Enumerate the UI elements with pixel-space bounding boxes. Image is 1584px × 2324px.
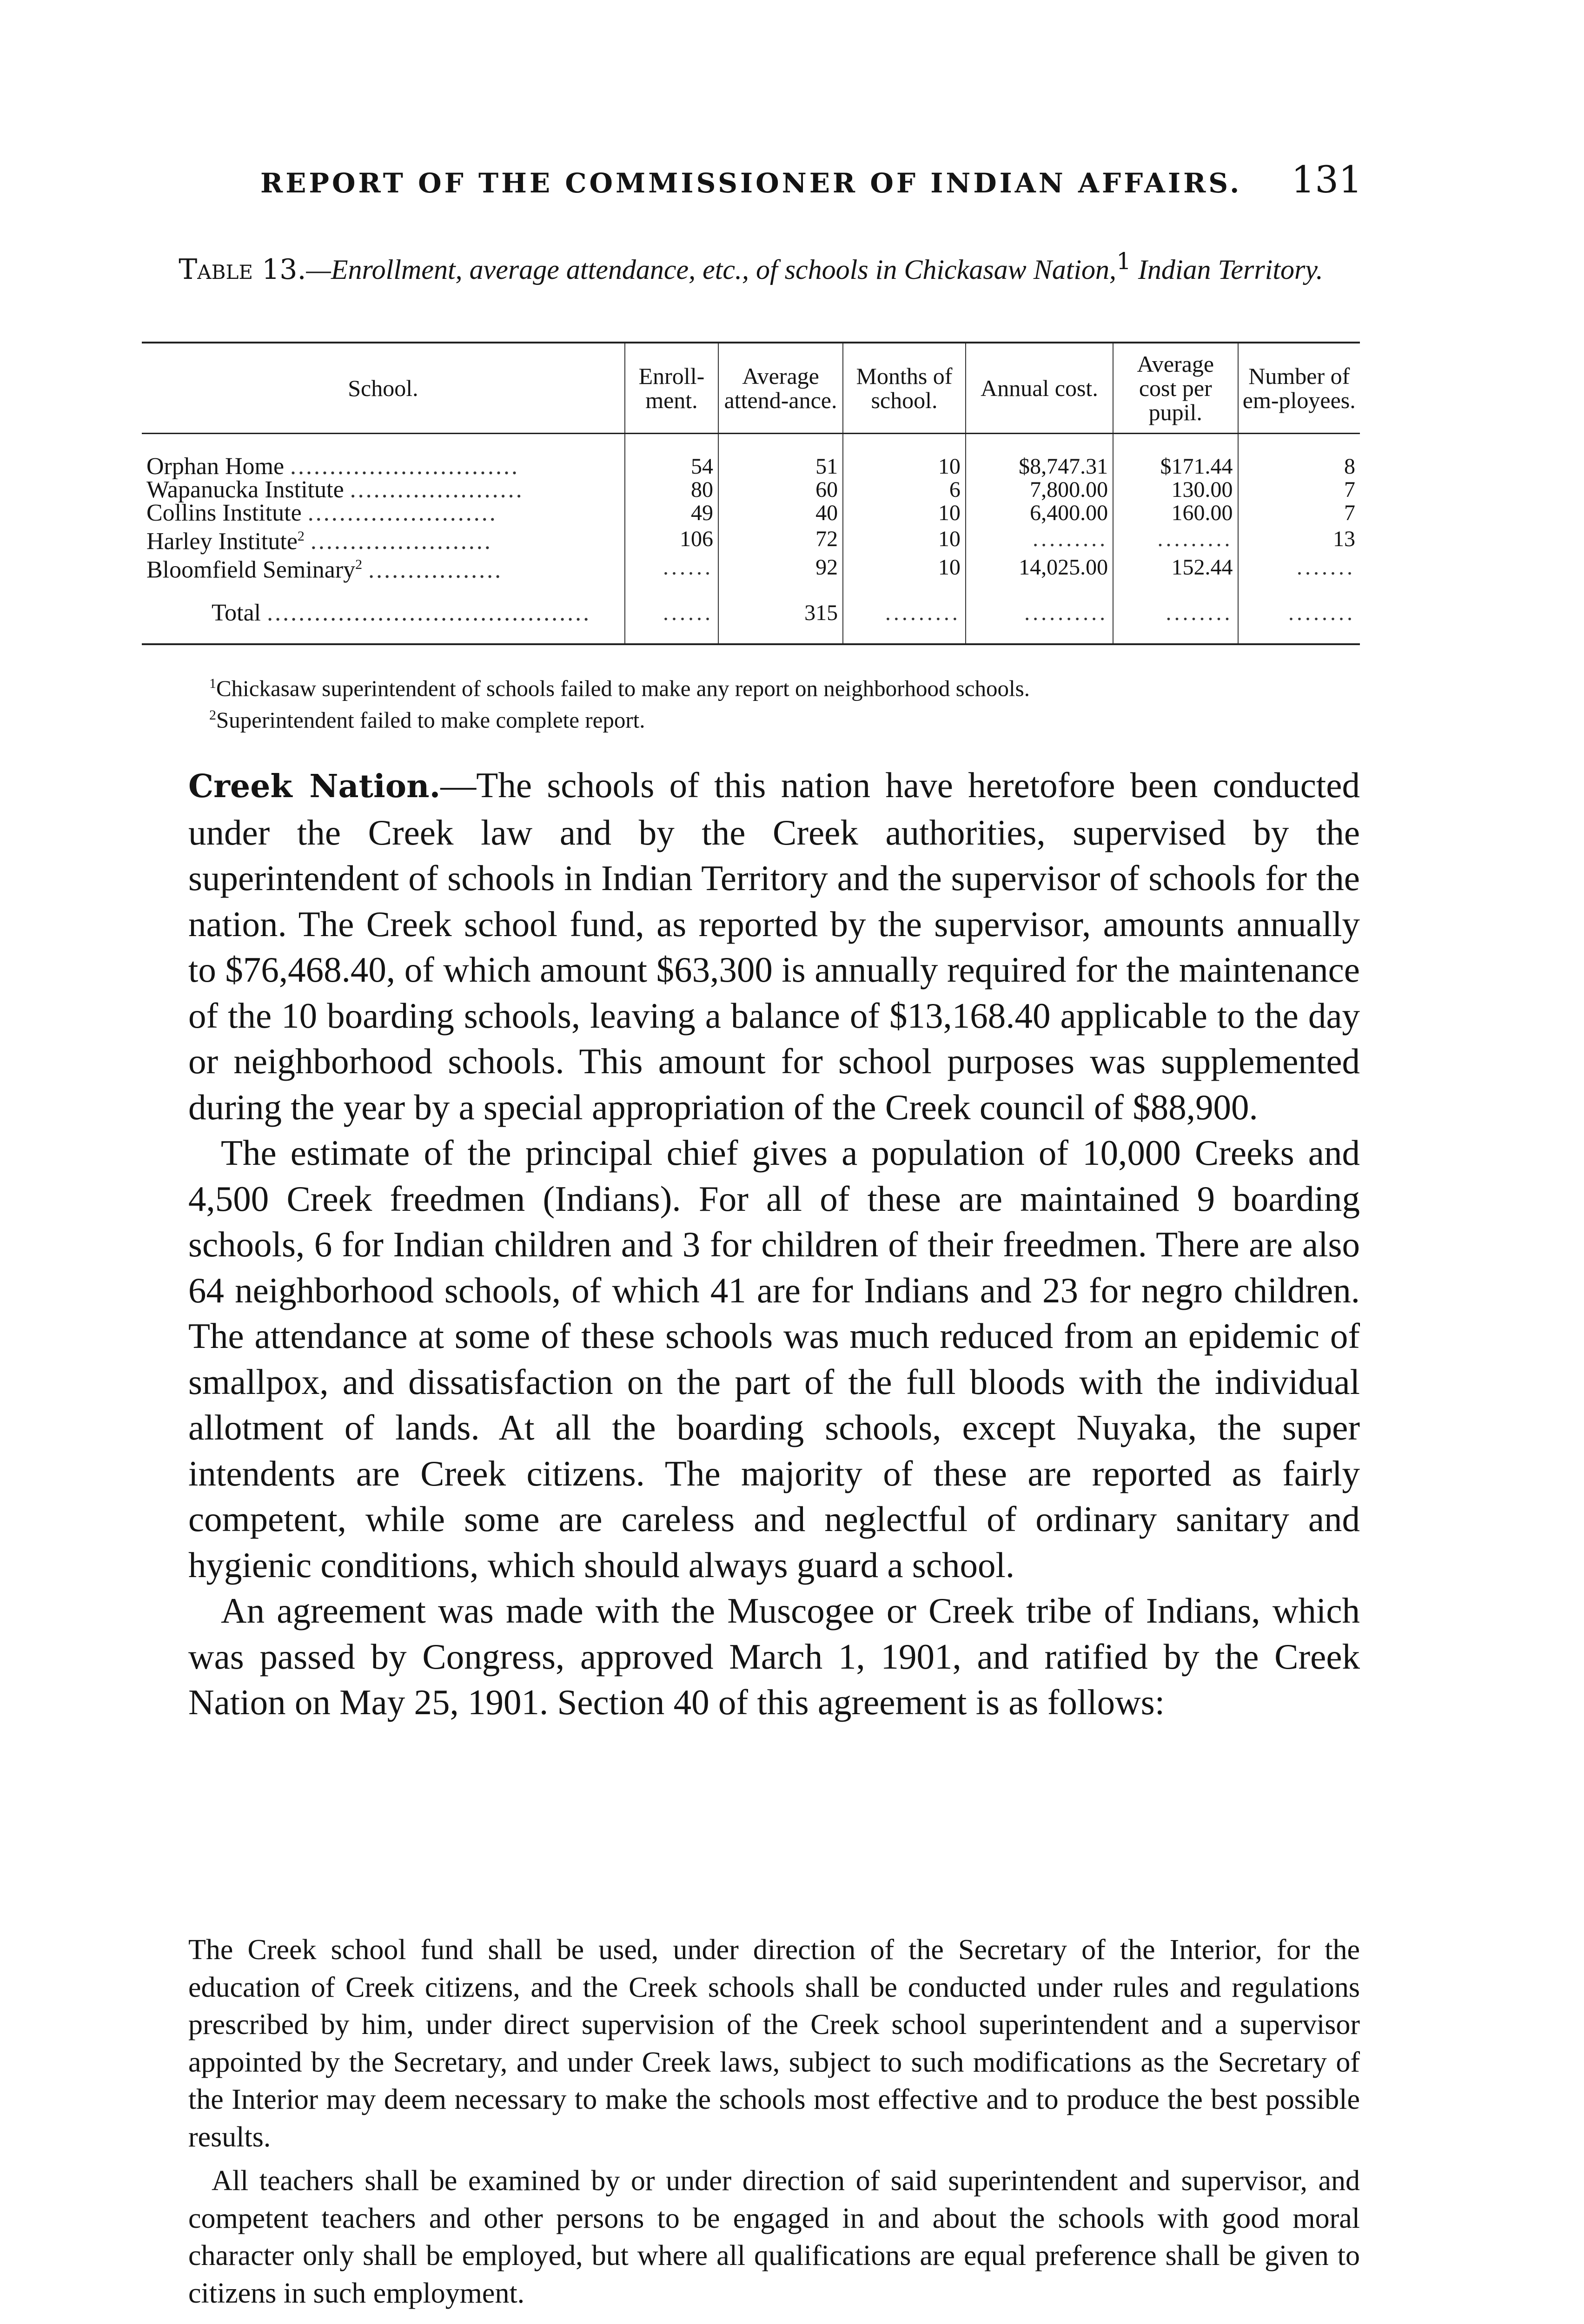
attendance-total-cell: 315 bbox=[718, 591, 843, 644]
months-cell: 10 bbox=[843, 434, 966, 479]
employees-cell: 13 bbox=[1238, 525, 1360, 553]
table-row bbox=[142, 478, 1360, 502]
school-name: Orphan Home bbox=[146, 453, 285, 480]
per-pupil-cell: ........ bbox=[1113, 591, 1238, 644]
months-cell: 10 bbox=[843, 553, 966, 591]
school-cell: Wapanucka Institute ...................... bbox=[146, 476, 524, 503]
col-header-school: School. bbox=[142, 343, 625, 434]
col-header-attendance: Average attend-ance. bbox=[718, 343, 843, 434]
page-header bbox=[139, 158, 1362, 201]
enrollment-cell: 106 bbox=[625, 525, 718, 553]
months-cell: 6 bbox=[843, 478, 966, 502]
months-cell: 10 bbox=[843, 525, 966, 553]
table-caption-text: —Enrollment, average attendance, etc., of schools in Chickasaw Nation, bbox=[306, 254, 1117, 285]
school-note: 2 bbox=[355, 557, 363, 573]
footnote-2: $^2$Superintendent failed to make complete report. bbox=[209, 707, 645, 733]
quote-paragraph-2: All teachers shall be examined by or under direction of said superintendent and supervisor, and competent teachers and other persons to be engaged in and about the schools with good moral character only shall be employed, but where all qualifications are equal preference shall be given to citizens in such employment. bbox=[188, 2165, 1360, 2309]
table-header-row bbox=[142, 343, 1360, 434]
school-cell: Orphan Home ............................. bbox=[146, 453, 520, 480]
paragraph-population: The estimate of the principal chief gives a population of 10,000 Creeks and 4,500 Creek freedmen (Indians). For all of these are maintained 9 boarding schools, 6 for Indian children and 3 for children of their freedmen. There are also 64 neighborhood schools, of which 41 are for Indians and 23 for negro children. The attendance at some of these schools was much reduced from an epidemic of smallpox, and dissatisfaction on the part of the full bloods with the individual allotment of lands. At all the boarding schools, except Nuyaka, the super intendents are Creek citizens. The majority of these are reported as fairly competent, while some are careless and neglectful of ordinary sanitary and hygienic conditions, which should always guard a school. bbox=[188, 1133, 1360, 1585]
table-caption-note-ref: 1 bbox=[1116, 248, 1131, 275]
running-title: REPORT OF THE COMMISSIONER OF INDIAN AFFAIRS. bbox=[260, 167, 1242, 199]
col-header-enrollment: Enroll-ment. bbox=[625, 343, 718, 434]
cost-cell: ......... bbox=[966, 525, 1113, 553]
table-row bbox=[142, 502, 1360, 525]
enrollment-cell: 80 bbox=[625, 478, 718, 502]
enrollment-cell: 49 bbox=[625, 502, 718, 525]
per-pupil-cell: 130.00 bbox=[1113, 478, 1238, 502]
enrollment-cell: ...... bbox=[625, 553, 718, 591]
col-header-employees: Number of em-ployees. bbox=[1238, 343, 1360, 434]
school-note: 2 bbox=[297, 528, 305, 544]
attendance-cell: 92 bbox=[718, 553, 843, 591]
total-label: Total bbox=[212, 599, 261, 626]
employees-cell: ....... bbox=[1238, 553, 1360, 591]
paragraph-creek-nation: Creek Nation.—The schools of this nation have heretofore been conducted under the Creek law and by the Creek authorities, supervised by the superintendent of schools in Indian Territory and the supervisor of schools for the nation. The Creek school fund, as reported by the supervisor, amounts annually to $76,468.40, of which amount $63,300 is annually required for the maintenance of the 10 boarding schools, leaving a balance of $13,168.40 applicable to the day or neighborhood schools. This amount for school purposes was supplemented during the year by a special appropriation of the Creek council of $88,900. bbox=[188, 765, 1360, 1127]
cost-cell: 7,800.00 bbox=[966, 478, 1113, 502]
table-footnotes bbox=[209, 670, 1348, 734]
school-cell: Harley Institute$^2$ ....................... bbox=[146, 528, 492, 555]
cost-cell: $8,747.31 bbox=[966, 434, 1113, 479]
table-row bbox=[142, 434, 1360, 479]
employees-cell: ........ bbox=[1238, 591, 1360, 644]
per-pupil-cell: $171.44 bbox=[1113, 434, 1238, 479]
per-pupil-cell: 160.00 bbox=[1113, 502, 1238, 525]
table-caption bbox=[139, 244, 1362, 287]
quote-paragraph-1: The Creek school fund shall be used, under direction of the Secretary of the Interior, for the education of Creek citizens, and the Creek schools shall be conducted under rules and regulations prescribed by him, under direct supervision of the Creek school superintendent and a supervisor appointed by the Secretary, and under Creek laws, subject to such modifications as the Secretary of the Interior may deem necessary to make the schools most effective and to produce the best possible results. bbox=[188, 1934, 1360, 2153]
per-pupil-cell: 152.44 bbox=[1113, 553, 1238, 591]
table-caption-text-end: Indian Territory. bbox=[1131, 254, 1323, 285]
attendance-cell: 60 bbox=[718, 478, 843, 502]
per-pupil-cell: ......... bbox=[1113, 525, 1238, 553]
col-header-months: Months of school. bbox=[843, 343, 966, 434]
attendance-cell: 51 bbox=[718, 434, 843, 479]
paragraph-lead-in: Creek Nation. bbox=[188, 768, 441, 805]
col-header-cost-per-pupil: Average cost per pupil. bbox=[1113, 343, 1238, 434]
attendance-cell: 40 bbox=[718, 502, 843, 525]
employees-cell: 7 bbox=[1238, 502, 1360, 525]
table-caption-lead: Table 13. bbox=[179, 253, 306, 286]
months-cell: ......... bbox=[843, 591, 966, 644]
employees-cell: 8 bbox=[1238, 434, 1360, 479]
months-cell: 10 bbox=[843, 502, 966, 525]
school-name: Collins Institute bbox=[146, 500, 302, 526]
cost-cell: 14,025.00 bbox=[966, 553, 1113, 591]
table-row bbox=[142, 525, 1360, 553]
school-name: Bloomfield Seminary bbox=[146, 556, 356, 583]
cost-cell: 6,400.00 bbox=[966, 502, 1113, 525]
school-name: Harley Institute bbox=[146, 528, 298, 555]
employees-cell: 7 bbox=[1238, 478, 1360, 502]
school-cell: Collins Institute ........................ bbox=[146, 500, 497, 526]
table-row bbox=[142, 553, 1360, 591]
agreement-quote bbox=[188, 1931, 1360, 2318]
page-number: 131 bbox=[1291, 158, 1362, 201]
enrollment-table bbox=[142, 342, 1360, 645]
total-label-cell: Total ......................................... bbox=[142, 591, 625, 644]
attendance-cell: 72 bbox=[718, 525, 843, 553]
col-header-annual-cost: Annual cost. bbox=[966, 343, 1113, 434]
enrollment-cell: 54 bbox=[625, 434, 718, 479]
body-text bbox=[188, 762, 1360, 1725]
school-name: Wapanucka Institute bbox=[146, 476, 344, 503]
enrollment-cell: ...... bbox=[625, 591, 718, 644]
table-total-row bbox=[142, 591, 1360, 644]
footnote-1: $^1$Chickasaw superintendent of schools failed to make any report on neighborhood schools. bbox=[209, 675, 1030, 701]
paragraph-agreement: An agreement was made with the Muscogee or Creek tribe of Indians, which was passed by Congress, approved March 1, 1901, and ratified by the Creek Nation on May 25, 1901. Section 40 of this agreement is as follows: bbox=[188, 1591, 1360, 1722]
cost-cell: .......... bbox=[966, 591, 1113, 644]
school-cell: Bloomfield Seminary$^2$ ................. bbox=[146, 556, 503, 583]
